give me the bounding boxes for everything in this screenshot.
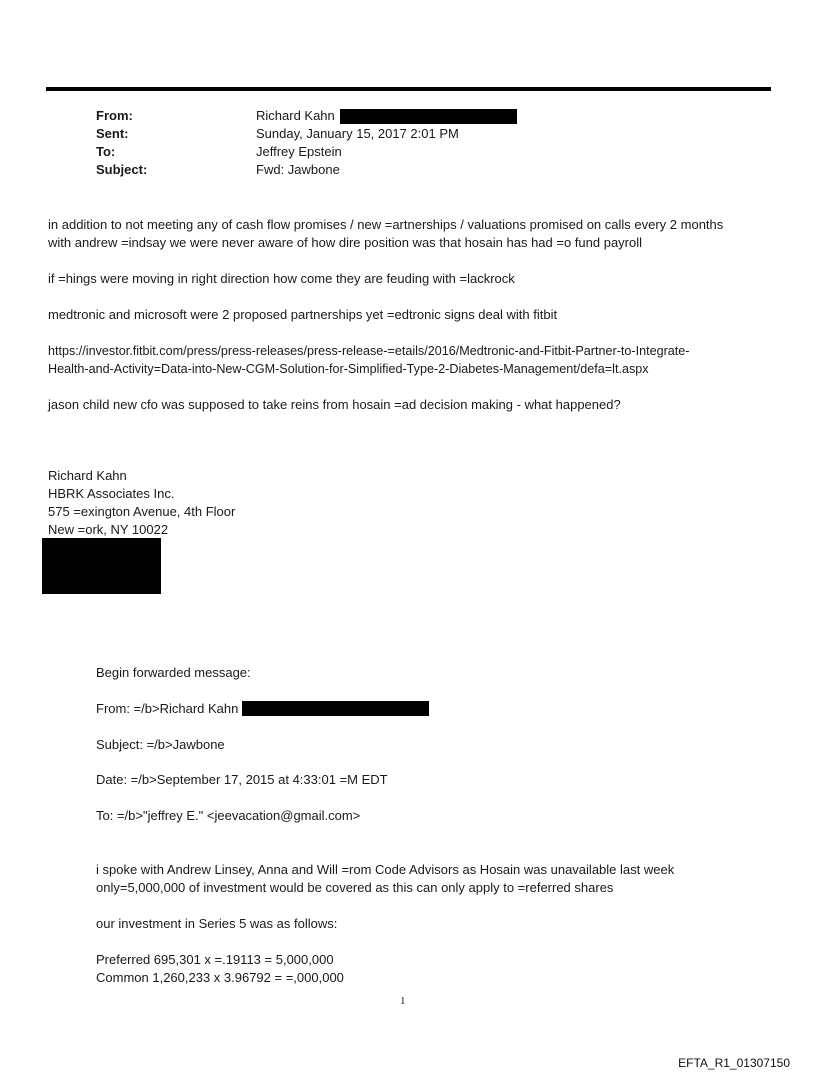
redaction-block (42, 538, 161, 594)
forwarded-from: From: =/b>Richard Kahn (96, 701, 239, 716)
forwarded-to: To: =/b>"jeffrey E." <jeevacation@gmail.com> (96, 808, 361, 823)
sent-value: Sunday, January 15, 2017 2:01 PM (256, 126, 459, 141)
forwarded-subject: Subject: =/b>Jawbone (96, 737, 225, 752)
signature-address-2: New =ork, NY 10022 (48, 522, 169, 537)
signature-address-1: 575 =exington Avenue, 4th Floor (48, 504, 236, 519)
forwarded-paragraph-1-line-1: i spoke with Andrew Linsey, Anna and Will =rom Code Advisors as Hosain was unavailable last week (96, 862, 675, 877)
forwarded-paragraph-2: our investment in Series 5 was as follows: (96, 916, 338, 931)
to-value: Jeffrey Epstein (256, 144, 342, 159)
signature-company: HBRK Associates Inc. (48, 486, 175, 501)
forwarded-date: Date: =/b>September 17, 2015 at 4:33:01 =M EDT (96, 772, 388, 787)
body-paragraph-2: if =hings were moving in right direction how come they are feuding with =lackrock (48, 271, 515, 286)
sent-label: Sent: (96, 126, 129, 141)
forwarded-paragraph-1-line-2: only=5,000,000 of investment would be covered as this can only apply to =referred shares (96, 880, 614, 895)
redaction-block (242, 701, 429, 716)
redaction-block (340, 109, 517, 124)
forwarded-calc-common: Common 1,260,233 x 3.96792 = =,000,000 (96, 970, 344, 985)
signature-name: Richard Kahn (48, 468, 127, 483)
subject-label: Subject: (96, 162, 148, 177)
document-id-footer: EFTA_R1_01307150 (678, 1056, 790, 1070)
body-link-line-2[interactable]: Health-and-Activity=Data-into-New-CGM-Solution-for-Simplified-Type-2-Diabetes-Management/defa=lt.aspx (48, 362, 649, 376)
subject-value: Fwd: Jawbone (256, 162, 340, 177)
body-paragraph-1-line-1: in addition to not meeting any of cash flow promises / new =artnerships / valuations promised on calls every 2 months (48, 217, 724, 232)
body-paragraph-1-line-2: with andrew =indsay we were never aware of how dire position was that hosain has had =o fund payroll (48, 235, 643, 250)
body-paragraph-3: medtronic and microsoft were 2 proposed partnerships yet =edtronic signs deal with fitbit (48, 307, 558, 322)
header-rule (46, 87, 771, 91)
forwarded-calc-preferred: Preferred 695,301 x =.19113 = 5,000,000 (96, 952, 334, 967)
from-label: From: (96, 108, 133, 123)
from-value: Richard Kahn (256, 108, 335, 123)
page-number: 1 (400, 995, 406, 1007)
body-link-line-1[interactable]: https://investor.fitbit.com/press/press-releases/press-release-=etails/2016/Medtronic-and-Fitbit-Partner-to-Integrate- (48, 344, 690, 358)
body-paragraph-5: jason child new cfo was supposed to take reins from hosain =ad decision making - what happened? (48, 397, 621, 412)
to-label: To: (96, 144, 116, 159)
forwarded-intro: Begin forwarded message: (96, 665, 251, 680)
